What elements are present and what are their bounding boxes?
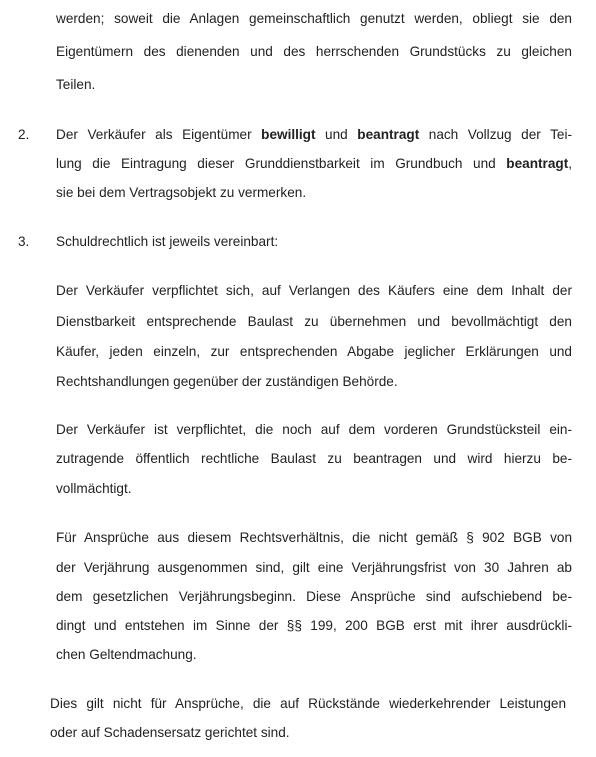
text-line: oder auf Schadensersatz gerichtet sind. [50, 725, 290, 740]
text-span: Der Verkäufer als Eigentümer [56, 127, 262, 142]
text-line: Der Verkäufer verpflichtet sich, auf Verlangen des Käufers eine dem Inhalt der [56, 283, 572, 298]
text-line: Für Ansprüche aus diesem Rechtsverhältnis, die nicht gemäß § 902 BGB von [56, 530, 572, 545]
text-line: Teilen. [56, 77, 96, 92]
item-number: 3. [18, 234, 30, 249]
text-line: werden; soweit die Anlagen gemeinschaftlich genutzt werden, obliegt sie den [56, 11, 572, 26]
text-span: lung die Eintragung dieser Grunddienstbarkeit im Grundbuch und [56, 156, 507, 171]
text-line: sie bei dem Vertragsobjekt zu vermerken. [56, 185, 307, 200]
text-line: Käufer, jeden einzeln, zur entsprechenden Abgabe jeglicher Erklärungen und [56, 344, 572, 359]
bold-term: bewilligt [261, 127, 316, 142]
text-span: und [315, 127, 358, 142]
text-line: chen Geltendmachung. [56, 647, 197, 662]
bold-term: beantragt [506, 156, 569, 171]
bold-term: beantragt [357, 127, 420, 142]
text-line: Rechtshandlungen gegenüber der zuständigen Behörde. [56, 374, 398, 389]
text-line: Der Verkäufer ist verpflichtet, die noch auf dem vorderen Grundstücksteil ein- [56, 422, 572, 437]
text-line: dem gesetzlichen Verjährungsbeginn. Diese Ansprüche sind aufschiebend be- [56, 589, 572, 604]
item-number: 2. [18, 127, 30, 142]
text-line: der Verjährung ausgenommen sind, gilt eine Verjährungsfrist von 30 Jahren ab [56, 560, 572, 575]
text-span: nach Vollzug der Tei- [419, 127, 572, 142]
text-line: zutragende öffentlich rechtliche Baulast zu beantragen und wird hierzu be- [56, 451, 572, 466]
text-line [56, 157, 572, 171]
text-line [56, 128, 572, 142]
text-line: Dienstbarkeit entsprechende Baulast zu übernehmen und bevollmächtigt den [56, 314, 572, 329]
item-heading: Schuldrechtlich ist jeweils vereinbart: [56, 234, 279, 249]
text-span: , [568, 156, 572, 171]
text-line: Eigentümern des dienenden und des herrschenden Grundstücks zu gleichen [56, 44, 572, 59]
text-line: vollmächtigt. [56, 481, 132, 496]
text-line: dingt und entstehen im Sinne der §§ 199, 200 BGB erst mit ihrer ausdrückli- [56, 618, 572, 633]
text-line: Dies gilt nicht für Ansprüche, die auf Rückstände wiederkehrender Leistungen [50, 696, 566, 711]
